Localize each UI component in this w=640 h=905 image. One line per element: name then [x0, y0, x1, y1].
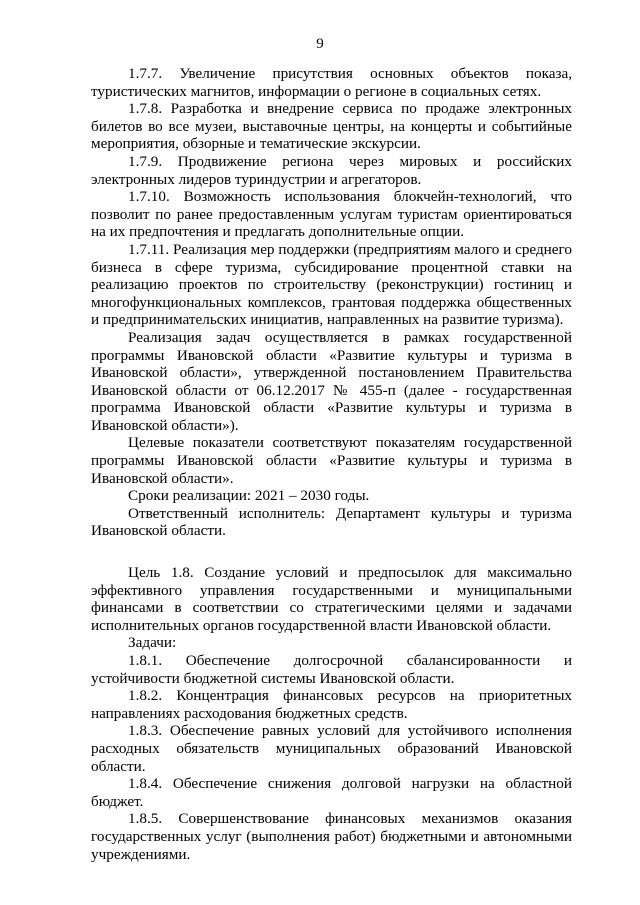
paragraph-1-7-11: 1.7.11. Реализация мер поддержки (предприятиям малого и среднего бизнеса в сфере туризма, субсидирование процентной ставки на реализацию проектов по строительству (реконструкции) гостиниц и многофункциональных комплексов, грантовая поддержка общественных и предпринимательских инициатив, направленных на развитие туризма).	[91, 240, 572, 329]
paragraph-1-7-8: 1.7.8. Разработка и внедрение сервиса по продаже электронных билетов во все музеи, выставочные центры, на концерты и событийные мероприятия, обзорные и тематические экскурсии.	[91, 100, 572, 153]
paragraph-1-8-5: 1.8.5. Совершенствование финансовых механизмов оказания государственных услуг (выполнения работ) бюджетными и автономными учреждениями.	[91, 810, 572, 863]
paragraph-1-8-3: 1.8.3. Обеспечение равных условий для устойчивого исполнения расходных обязательств муниципальных образований Ивановской области.	[91, 722, 572, 775]
paragraph-1-7-7: 1.7.7. Увеличение присутствия основных объектов показа, туристических магнитов, информации о регионе в социальных сетях.	[91, 65, 572, 100]
paragraph-1-8-2: 1.8.2. Концентрация финансовых ресурсов на приоритетных направлениях расходования бюджетных средств.	[91, 687, 572, 722]
paragraph-target-indicators: Целевые показатели соответствуют показателям государственной программы Ивановской области «Развитие культуры и туризма в Ивановской области».	[91, 434, 572, 487]
section-gap	[91, 540, 572, 564]
paragraph-1-8-4: 1.8.4. Обеспечение снижения долговой нагрузки на областной бюджет.	[91, 775, 572, 810]
paragraph-responsible-executor: Ответственный исполнитель: Департамент культуры и туризма Ивановской области.	[91, 504, 572, 540]
page-content	[91, 65, 572, 863]
paragraph-1-7-9: 1.7.9. Продвижение региона через мировых и российских электронных лидеров туриндустрии и агрегаторов.	[91, 152, 572, 188]
paragraph-program-reference: Реализация задач осуществляется в рамках государственной программы Ивановской области «Развитие культуры и туризма в Ивановской области», утвержденной постановлением Правительства Ивановской области от 06.12.2017 № 455-п (далее - государственная программа Ивановской области «Развитие культуры и туризма в Ивановской области»).	[91, 328, 572, 434]
paragraph-1-8-1: 1.8.1. Обеспечение долгосрочной сбалансированности и устойчивости бюджетной системы Ивановской области.	[91, 652, 572, 687]
paragraph-goal-1-8: Цель 1.8. Создание условий и предпосылок для максимально эффективного управления государственными и муниципальными финансами в соответствии со стратегическими целями и задачами исполнительных органов государственной власти Ивановской области.	[91, 564, 572, 634]
page-number: 9	[316, 36, 324, 52]
paragraph-tasks-heading: Задачи:	[128, 634, 177, 652]
paragraph-implementation-period: Сроки реализации: 2021 – 2030 годы.	[128, 487, 370, 505]
paragraph-1-7-10: 1.7.10. Возможность использования блокчейн-технологий, что позволит по ранее предоставленным услугам туристам ориентироваться на их предпочтения и предлагать дополнительные опции.	[91, 188, 572, 241]
